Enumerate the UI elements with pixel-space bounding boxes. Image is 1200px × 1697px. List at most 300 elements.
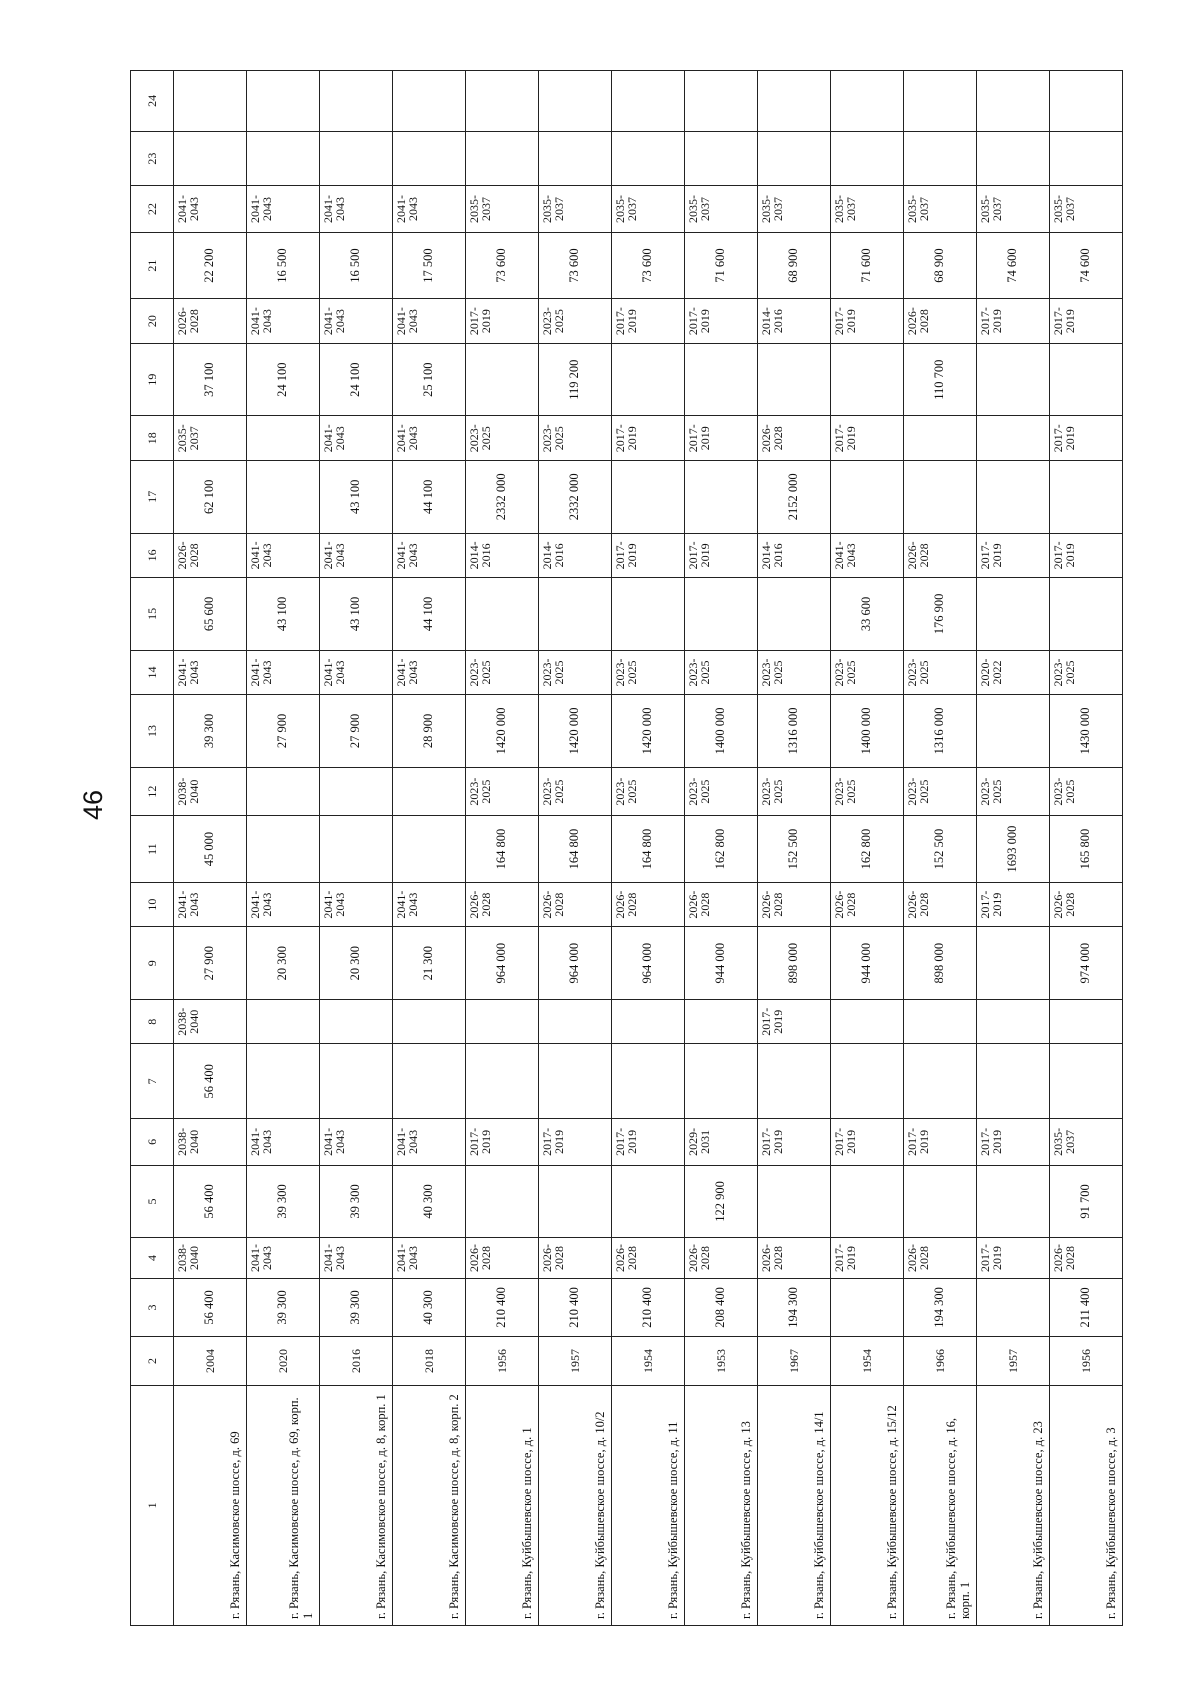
table-cell-col-19: 37 100 xyxy=(174,343,247,416)
table-cell-col-13: 1420 000 xyxy=(539,695,612,768)
table-cell-col-13: 1316 000 xyxy=(904,695,977,768)
table-cell-col-15 xyxy=(1050,578,1123,651)
table-cell-col-23 xyxy=(393,131,466,186)
table-cell-col-24 xyxy=(685,71,758,132)
table-cell-col-16: 2017- 2019 xyxy=(612,533,685,577)
table-cell-col-11 xyxy=(393,816,466,883)
table-cell-col-12 xyxy=(320,767,393,815)
column-header-20: 20 xyxy=(131,299,174,343)
table-cell-col-18: 2035- 2037 xyxy=(174,416,247,460)
table-cell-col-11: 164 800 xyxy=(466,816,539,883)
table-cell-col-13: 27 900 xyxy=(247,695,320,768)
table-cell-col-9: 20 300 xyxy=(247,927,320,1000)
table-cell-col-3: 211 400 xyxy=(1050,1278,1123,1337)
table-cell-col-4: 2041- 2043 xyxy=(247,1238,320,1278)
column-header-17: 17 xyxy=(131,460,174,533)
table-cell-col-3 xyxy=(977,1278,1050,1337)
table-cell-col-18: 2017- 2019 xyxy=(685,416,758,460)
table-cell-col-22: 2035- 2037 xyxy=(685,186,758,232)
column-header-10: 10 xyxy=(131,882,174,926)
table-cell-col-7 xyxy=(393,1044,466,1119)
table-cell-col-20: 2017- 2019 xyxy=(685,299,758,343)
table-cell-col-16: 2017- 2019 xyxy=(685,533,758,577)
table-cell-col-18: 2023- 2025 xyxy=(466,416,539,460)
table-cell-col-3: 194 300 xyxy=(904,1278,977,1337)
table-cell-col-20: 2014- 2016 xyxy=(758,299,831,343)
table-cell-col-10: 2026- 2028 xyxy=(758,882,831,926)
table-cell-col-21: 16 500 xyxy=(320,232,393,299)
table-cell-col-12: 2023- 2025 xyxy=(539,767,612,815)
table-cell-col-24 xyxy=(831,71,904,132)
table-cell-col-23 xyxy=(977,131,1050,186)
build-year-cell: 1966 xyxy=(904,1337,977,1385)
table-cell-col-11: 45 000 xyxy=(174,816,247,883)
table-cell-col-8 xyxy=(831,1000,904,1044)
table-cell-col-13: 1316 000 xyxy=(758,695,831,768)
column-header-14: 14 xyxy=(131,650,174,694)
table-row xyxy=(1050,71,1123,1626)
table-cell-col-5: 40 300 xyxy=(393,1165,466,1238)
table-cell-col-17: 43 100 xyxy=(320,460,393,533)
build-year-cell: 1956 xyxy=(466,1337,539,1385)
table-cell-col-20: 2041- 2043 xyxy=(393,299,466,343)
table-cell-col-12 xyxy=(247,767,320,815)
table-cell-col-19: 110 700 xyxy=(904,343,977,416)
table-cell-col-19: 24 100 xyxy=(247,343,320,416)
table-cell-col-16: 2041- 2043 xyxy=(247,533,320,577)
table-cell-col-23 xyxy=(247,131,320,186)
table-cell-col-9: 974 000 xyxy=(1050,927,1123,1000)
table-cell-col-6: 2017- 2019 xyxy=(466,1119,539,1165)
table-cell-col-21: 73 600 xyxy=(539,232,612,299)
build-year-cell: 1954 xyxy=(612,1337,685,1385)
table-cell-col-11: 165 800 xyxy=(1050,816,1123,883)
table-cell-col-14: 2023- 2025 xyxy=(539,650,612,694)
build-year-cell: 1967 xyxy=(758,1337,831,1385)
table-cell-col-21: 68 900 xyxy=(758,232,831,299)
table-cell-col-3 xyxy=(831,1278,904,1337)
table-cell-col-23 xyxy=(1050,131,1123,186)
table-cell-col-4: 2026- 2028 xyxy=(1050,1238,1123,1278)
table-cell-col-13: 27 900 xyxy=(320,695,393,768)
table-cell-col-8 xyxy=(393,1000,466,1044)
table-cell-col-9: 27 900 xyxy=(174,927,247,1000)
build-year-cell: 2004 xyxy=(174,1337,247,1385)
table-cell-col-21: 74 600 xyxy=(977,232,1050,299)
table-cell-col-7 xyxy=(247,1044,320,1119)
column-number-header-row xyxy=(131,71,174,1626)
table-cell-col-22: 2035- 2037 xyxy=(977,186,1050,232)
table-cell-col-18: 2017- 2019 xyxy=(831,416,904,460)
table-row xyxy=(539,71,612,1626)
table-cell-col-19 xyxy=(685,343,758,416)
table-cell-col-11: 152 500 xyxy=(758,816,831,883)
table-cell-col-8 xyxy=(612,1000,685,1044)
table-cell-col-13: 1400 000 xyxy=(685,695,758,768)
table-cell-col-21: 73 600 xyxy=(466,232,539,299)
table-cell-col-24 xyxy=(612,71,685,132)
table-cell-col-23 xyxy=(612,131,685,186)
table-cell-col-23 xyxy=(320,131,393,186)
table-cell-col-20: 2041- 2043 xyxy=(247,299,320,343)
column-header-22: 22 xyxy=(131,186,174,232)
table-cell-col-20: 2017- 2019 xyxy=(977,299,1050,343)
table-cell-col-19 xyxy=(466,343,539,416)
table-cell-col-4: 2026- 2028 xyxy=(758,1238,831,1278)
table-cell-col-4: 2026- 2028 xyxy=(466,1238,539,1278)
table-cell-col-8: 2017- 2019 xyxy=(758,1000,831,1044)
table-cell-col-8 xyxy=(247,1000,320,1044)
table-cell-col-22: 2041- 2043 xyxy=(247,186,320,232)
table-cell-col-11: 152 500 xyxy=(904,816,977,883)
table-cell-col-12: 2023- 2025 xyxy=(1050,767,1123,815)
table-row xyxy=(831,71,904,1626)
table-cell-col-3: 56 400 xyxy=(174,1278,247,1337)
table-cell-col-24 xyxy=(247,71,320,132)
table-cell-col-9: 964 000 xyxy=(612,927,685,1000)
table-cell-col-17: 44 100 xyxy=(393,460,466,533)
table-cell-col-5: 39 300 xyxy=(247,1165,320,1238)
table-cell-col-16: 2026- 2028 xyxy=(174,533,247,577)
table-cell-col-20: 2017- 2019 xyxy=(466,299,539,343)
table-row xyxy=(247,71,320,1626)
table-cell-col-20: 2041- 2043 xyxy=(320,299,393,343)
table-cell-col-14: 2041- 2043 xyxy=(393,650,466,694)
table-cell-col-24 xyxy=(758,71,831,132)
table-cell-col-14: 2041- 2043 xyxy=(174,650,247,694)
table-cell-col-3: 208 400 xyxy=(685,1278,758,1337)
table-row xyxy=(977,71,1050,1626)
build-year-cell: 1956 xyxy=(1050,1337,1123,1385)
table-cell-col-8 xyxy=(685,1000,758,1044)
table-cell-col-14: 2023- 2025 xyxy=(758,650,831,694)
table-cell-col-3: 40 300 xyxy=(393,1278,466,1337)
address-cell: г. Рязань, Куйбышевское шоссе, д. 14/1 xyxy=(758,1385,831,1625)
table-cell-col-4: 2026- 2028 xyxy=(612,1238,685,1278)
table-cell-col-5: 91 700 xyxy=(1050,1165,1123,1238)
table-cell-col-10: 2026- 2028 xyxy=(1050,882,1123,926)
table-cell-col-11: 164 800 xyxy=(539,816,612,883)
table-cell-col-17 xyxy=(831,460,904,533)
table-cell-col-13: 1430 000 xyxy=(1050,695,1123,768)
table-cell-col-13 xyxy=(977,695,1050,768)
table-cell-col-14: 2023- 2025 xyxy=(831,650,904,694)
column-header-23: 23 xyxy=(131,131,174,186)
table-cell-col-8 xyxy=(977,1000,1050,1044)
table-row xyxy=(393,71,466,1626)
column-header-15: 15 xyxy=(131,578,174,651)
table-cell-col-15 xyxy=(466,578,539,651)
column-header-6: 6 xyxy=(131,1119,174,1165)
table-cell-col-16: 2026- 2028 xyxy=(904,533,977,577)
table-cell-col-4: 2041- 2043 xyxy=(393,1238,466,1278)
table-cell-col-17: 2152 000 xyxy=(758,460,831,533)
column-header-24: 24 xyxy=(131,71,174,132)
table-cell-col-6: 2029- 2031 xyxy=(685,1119,758,1165)
table-cell-col-17 xyxy=(977,460,1050,533)
table-row xyxy=(685,71,758,1626)
table-cell-col-23 xyxy=(174,131,247,186)
column-header-7: 7 xyxy=(131,1044,174,1119)
table-cell-col-15 xyxy=(685,578,758,651)
table-cell-col-10: 2017- 2019 xyxy=(977,882,1050,926)
table-cell-col-24 xyxy=(320,71,393,132)
table-cell-col-3: 39 300 xyxy=(320,1278,393,1337)
table-cell-col-8 xyxy=(466,1000,539,1044)
table-cell-col-18: 2041- 2043 xyxy=(320,416,393,460)
column-header-2: 2 xyxy=(131,1337,174,1385)
table-cell-col-3: 210 400 xyxy=(539,1278,612,1337)
table-cell-col-14: 2023- 2025 xyxy=(612,650,685,694)
table-cell-col-15 xyxy=(758,578,831,651)
table-cell-col-19 xyxy=(1050,343,1123,416)
table-cell-col-12: 2023- 2025 xyxy=(904,767,977,815)
table-cell-col-7 xyxy=(977,1044,1050,1119)
column-header-21: 21 xyxy=(131,232,174,299)
table-cell-col-20: 2026- 2028 xyxy=(174,299,247,343)
table-cell-col-24 xyxy=(539,71,612,132)
table-cell-col-5 xyxy=(612,1165,685,1238)
table-cell-col-15: 176 900 xyxy=(904,578,977,651)
table-cell-col-13: 28 900 xyxy=(393,695,466,768)
table-cell-col-8 xyxy=(320,1000,393,1044)
table-cell-col-9: 21 300 xyxy=(393,927,466,1000)
table-cell-col-7 xyxy=(1050,1044,1123,1119)
table-cell-col-4: 2041- 2043 xyxy=(320,1238,393,1278)
table-cell-col-14: 2023- 2025 xyxy=(466,650,539,694)
address-cell: г. Рязань, Куйбышевское шоссе, д. 3 xyxy=(1050,1385,1123,1625)
table-cell-col-17 xyxy=(685,460,758,533)
table-cell-col-4: 2026- 2028 xyxy=(685,1238,758,1278)
address-cell: г. Рязань, Касимовское шоссе, д. 69, корп. 1 xyxy=(247,1385,320,1625)
table-cell-col-20: 2026- 2028 xyxy=(904,299,977,343)
column-header-12: 12 xyxy=(131,767,174,815)
table-cell-col-22: 2035- 2037 xyxy=(1050,186,1123,232)
table-cell-col-20: 2017- 2019 xyxy=(612,299,685,343)
address-cell: г. Рязань, Куйбышевское шоссе, д. 15/12 xyxy=(831,1385,904,1625)
data-table xyxy=(130,70,1123,1626)
table-cell-col-21: 71 600 xyxy=(831,232,904,299)
table-cell-col-11 xyxy=(247,816,320,883)
table-cell-col-7 xyxy=(539,1044,612,1119)
column-header-8: 8 xyxy=(131,1000,174,1044)
table-cell-col-11: 1693 000 xyxy=(977,816,1050,883)
address-cell: г. Рязань, Касимовское шоссе, д. 8, корп. 2 xyxy=(393,1385,466,1625)
table-cell-col-18 xyxy=(904,416,977,460)
table-cell-col-19 xyxy=(977,343,1050,416)
table-cell-col-14: 2020- 2022 xyxy=(977,650,1050,694)
table-row xyxy=(466,71,539,1626)
address-cell: г. Рязань, Куйбышевское шоссе, д. 13 xyxy=(685,1385,758,1625)
table-cell-col-9: 944 000 xyxy=(831,927,904,1000)
table-cell-col-21: 73 600 xyxy=(612,232,685,299)
table-cell-col-20: 2017- 2019 xyxy=(831,299,904,343)
build-year-cell: 1954 xyxy=(831,1337,904,1385)
table-cell-col-10: 2026- 2028 xyxy=(612,882,685,926)
table-cell-col-10: 2026- 2028 xyxy=(466,882,539,926)
table-cell-col-3: 210 400 xyxy=(466,1278,539,1337)
table-cell-col-5 xyxy=(539,1165,612,1238)
table-cell-col-4: 2038- 2040 xyxy=(174,1238,247,1278)
table-cell-col-22: 2035- 2037 xyxy=(831,186,904,232)
page-number: 46 xyxy=(78,789,108,821)
table-cell-col-6: 2035- 2037 xyxy=(1050,1119,1123,1165)
table-row xyxy=(612,71,685,1626)
table-cell-col-18: 2041- 2043 xyxy=(393,416,466,460)
table-cell-col-5: 39 300 xyxy=(320,1165,393,1238)
table-cell-col-12: 2023- 2025 xyxy=(977,767,1050,815)
column-header-11: 11 xyxy=(131,816,174,883)
table-cell-col-17 xyxy=(1050,460,1123,533)
table-cell-col-7 xyxy=(466,1044,539,1119)
table-cell-col-18: 2023- 2025 xyxy=(539,416,612,460)
table-cell-col-21: 74 600 xyxy=(1050,232,1123,299)
table-cell-col-17: 2332 000 xyxy=(466,460,539,533)
table-cell-col-19: 119 200 xyxy=(539,343,612,416)
table-cell-col-16: 2014- 2016 xyxy=(758,533,831,577)
table-cell-col-6: 2017- 2019 xyxy=(539,1119,612,1165)
table-cell-col-23 xyxy=(831,131,904,186)
table-cell-col-10: 2026- 2028 xyxy=(831,882,904,926)
table-cell-col-10: 2041- 2043 xyxy=(174,882,247,926)
table-cell-col-20: 2017- 2019 xyxy=(1050,299,1123,343)
table-cell-col-10: 2041- 2043 xyxy=(320,882,393,926)
column-header-18: 18 xyxy=(131,416,174,460)
column-header-13: 13 xyxy=(131,695,174,768)
table-cell-col-23 xyxy=(466,131,539,186)
table-cell-col-5: 56 400 xyxy=(174,1165,247,1238)
address-cell: г. Рязань, Касимовское шоссе, д. 69 xyxy=(174,1385,247,1625)
table-cell-col-5: 122 900 xyxy=(685,1165,758,1238)
table-cell-col-16: 2014- 2016 xyxy=(539,533,612,577)
table-cell-col-12 xyxy=(393,767,466,815)
address-cell: г. Рязань, Касимовское шоссе, д. 8, корп. 1 xyxy=(320,1385,393,1625)
table-cell-col-17 xyxy=(904,460,977,533)
table-cell-col-23 xyxy=(904,131,977,186)
table-cell-col-11: 162 800 xyxy=(685,816,758,883)
table-cell-col-9: 898 000 xyxy=(758,927,831,1000)
table-cell-col-16: 2041- 2043 xyxy=(831,533,904,577)
column-header-19: 19 xyxy=(131,343,174,416)
table-cell-col-12: 2023- 2025 xyxy=(831,767,904,815)
build-year-cell: 1953 xyxy=(685,1337,758,1385)
column-header-1: 1 xyxy=(131,1385,174,1625)
table-row xyxy=(904,71,977,1626)
table-cell-col-11: 164 800 xyxy=(612,816,685,883)
table-cell-col-18: 2017- 2019 xyxy=(612,416,685,460)
table-cell-col-12: 2023- 2025 xyxy=(612,767,685,815)
table-cell-col-6: 2017- 2019 xyxy=(904,1119,977,1165)
table-cell-col-10: 2026- 2028 xyxy=(904,882,977,926)
table-cell-col-6: 2017- 2019 xyxy=(758,1119,831,1165)
table-cell-col-5 xyxy=(977,1165,1050,1238)
table-cell-col-7 xyxy=(904,1044,977,1119)
table-cell-col-22: 2041- 2043 xyxy=(393,186,466,232)
table-cell-col-5 xyxy=(758,1165,831,1238)
table-cell-col-23 xyxy=(758,131,831,186)
table-cell-col-12: 2023- 2025 xyxy=(466,767,539,815)
table-cell-col-12: 2023- 2025 xyxy=(685,767,758,815)
table-cell-col-18 xyxy=(977,416,1050,460)
address-cell: г. Рязань, Куйбышевское шоссе, д. 10/2 xyxy=(539,1385,612,1625)
build-year-cell: 2020 xyxy=(247,1337,320,1385)
table-cell-col-23 xyxy=(685,131,758,186)
table-cell-col-17: 62 100 xyxy=(174,460,247,533)
table-cell-col-14: 2023- 2025 xyxy=(685,650,758,694)
table-cell-col-19: 24 100 xyxy=(320,343,393,416)
table-cell-col-15: 43 100 xyxy=(247,578,320,651)
table-cell-col-12: 2038- 2040 xyxy=(174,767,247,815)
table-cell-col-13: 1420 000 xyxy=(612,695,685,768)
table-cell-col-9: 964 000 xyxy=(539,927,612,1000)
table-cell-col-14: 2041- 2043 xyxy=(247,650,320,694)
table-cell-col-6: 2041- 2043 xyxy=(247,1119,320,1165)
table-cell-col-22: 2041- 2043 xyxy=(320,186,393,232)
table-cell-col-7: 56 400 xyxy=(174,1044,247,1119)
table-cell-col-3: 210 400 xyxy=(612,1278,685,1337)
table-cell-col-21: 68 900 xyxy=(904,232,977,299)
column-header-4: 4 xyxy=(131,1238,174,1278)
table-cell-col-8 xyxy=(539,1000,612,1044)
table-cell-col-24 xyxy=(1050,71,1123,132)
table-cell-col-21: 71 600 xyxy=(685,232,758,299)
table-cell-col-6: 2041- 2043 xyxy=(393,1119,466,1165)
table-cell-col-9: 898 000 xyxy=(904,927,977,1000)
build-year-cell: 2016 xyxy=(320,1337,393,1385)
table-cell-col-6: 2041- 2043 xyxy=(320,1119,393,1165)
table-cell-col-20: 2023- 2025 xyxy=(539,299,612,343)
table-cell-col-6: 2038- 2040 xyxy=(174,1119,247,1165)
build-year-cell: 1957 xyxy=(539,1337,612,1385)
table-cell-col-16: 2014- 2016 xyxy=(466,533,539,577)
table-cell-col-15: 33 600 xyxy=(831,578,904,651)
table-cell-col-11 xyxy=(320,816,393,883)
table-row xyxy=(320,71,393,1626)
table-cell-col-16: 2041- 2043 xyxy=(320,533,393,577)
table-cell-col-10: 2026- 2028 xyxy=(685,882,758,926)
table-cell-col-4: 2017- 2019 xyxy=(831,1238,904,1278)
table-cell-col-13: 1420 000 xyxy=(466,695,539,768)
table-cell-col-22: 2035- 2037 xyxy=(904,186,977,232)
table-cell-col-21: 22 200 xyxy=(174,232,247,299)
column-header-3: 3 xyxy=(131,1278,174,1337)
table-cell-col-19 xyxy=(831,343,904,416)
table-cell-col-12: 2023- 2025 xyxy=(758,767,831,815)
table-cell-col-18: 2017- 2019 xyxy=(1050,416,1123,460)
table-cell-col-7 xyxy=(612,1044,685,1119)
table-cell-col-23 xyxy=(539,131,612,186)
table-row xyxy=(758,71,831,1626)
table-cell-col-24 xyxy=(393,71,466,132)
table-cell-col-14: 2041- 2043 xyxy=(320,650,393,694)
table-cell-col-5 xyxy=(904,1165,977,1238)
table-cell-col-8: 2038- 2040 xyxy=(174,1000,247,1044)
table-cell-col-15 xyxy=(977,578,1050,651)
table-cell-col-7 xyxy=(685,1044,758,1119)
table-cell-col-5 xyxy=(466,1165,539,1238)
table-cell-col-11: 162 800 xyxy=(831,816,904,883)
table-cell-col-22: 2035- 2037 xyxy=(466,186,539,232)
table-cell-col-19 xyxy=(612,343,685,416)
table-cell-col-8 xyxy=(1050,1000,1123,1044)
address-cell: г. Рязань, Куйбышевское шоссе, д. 1 xyxy=(466,1385,539,1625)
table-cell-col-16: 2017- 2019 xyxy=(977,533,1050,577)
table-cell-col-22: 2035- 2037 xyxy=(539,186,612,232)
build-year-cell: 2018 xyxy=(393,1337,466,1385)
table-sheet xyxy=(130,70,1118,1626)
table-cell-col-15 xyxy=(612,578,685,651)
table-cell-col-24 xyxy=(174,71,247,132)
